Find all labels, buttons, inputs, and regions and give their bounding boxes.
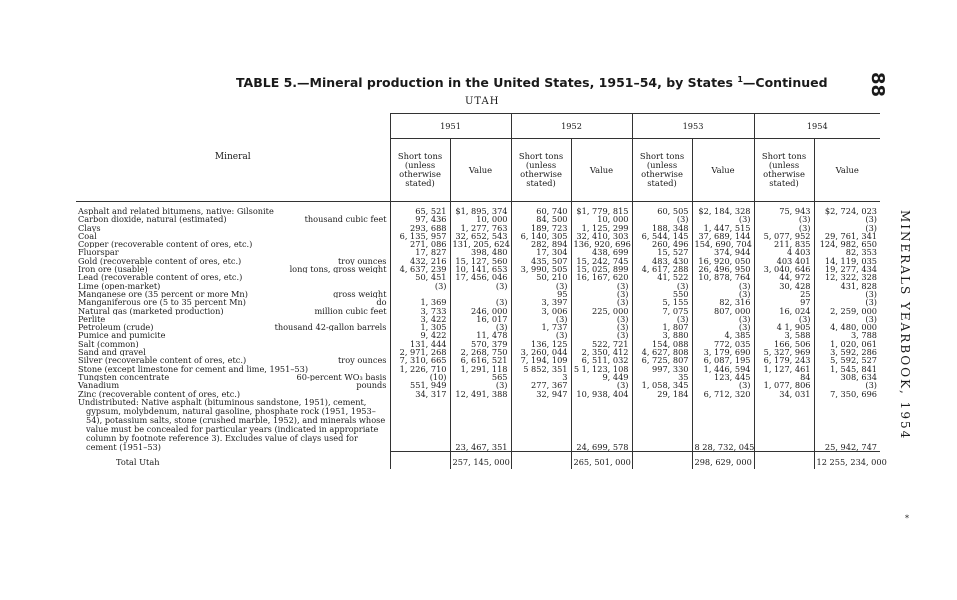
- value-cell: (3): [571, 315, 632, 323]
- quantity-cell: 50, 210: [511, 273, 571, 281]
- value-cell: (3): [450, 282, 511, 290]
- quantity-cell: 7, 194, 109: [511, 356, 571, 364]
- quantity-cell: 6, 135, 957: [390, 232, 450, 240]
- quantity-cell: 188, 348: [632, 224, 692, 232]
- value-cell: 26, 496, 950: [692, 265, 754, 273]
- quantity-cell: 3, 040, 646: [754, 265, 814, 273]
- value-cell: 82, 353: [814, 248, 880, 256]
- value-cell: (3): [571, 282, 632, 290]
- quantity-cell: 3: [511, 373, 571, 381]
- quantity-cell: 50, 451: [390, 273, 450, 281]
- qty-header: Short tons (unless otherwise stated): [511, 139, 571, 202]
- mineral-name-cell: [76, 307, 390, 315]
- quantity-cell: (3): [632, 315, 692, 323]
- quantity-cell: 131, 444: [390, 340, 450, 348]
- value-cell: 6, 616, 521: [450, 356, 511, 364]
- value-cell: 23, 467, 351: [450, 398, 511, 452]
- value-cell: 8 28, 732, 045: [692, 398, 754, 452]
- quantity-cell: 4, 627, 808: [632, 348, 692, 356]
- quantity-cell: 30, 428: [754, 282, 814, 290]
- quantity-cell: 189, 723: [511, 224, 571, 232]
- mineral-name: Clays: [78, 223, 101, 232]
- value-cell: 2, 268, 750: [450, 348, 511, 356]
- quantity-cell: 60, 740: [511, 202, 571, 216]
- value-cell: 6, 511, 032: [571, 356, 632, 364]
- quantity-cell: 2, 971, 268: [390, 348, 450, 356]
- value-cell: (3): [692, 290, 754, 298]
- mineral-name-cell: [76, 273, 390, 281]
- value-cell: 6, 712, 320: [692, 390, 754, 398]
- value-cell: (3): [571, 290, 632, 298]
- value-cell: 5, 592, 527: [814, 356, 880, 364]
- quantity-cell: 5, 327, 969: [754, 348, 814, 356]
- table-row: [76, 390, 880, 398]
- value-cell: $1, 779, 815: [571, 202, 632, 216]
- value-cell: 123, 445: [692, 373, 754, 381]
- value-cell: 522, 721: [571, 340, 632, 348]
- quantity-cell: 260, 496: [632, 240, 692, 248]
- mineral-name: Petroleum (crude): [78, 323, 154, 332]
- value-cell: 1, 020, 061: [814, 340, 880, 348]
- mineral-unit: million cubic feet: [314, 306, 387, 315]
- value-cell: (3): [692, 315, 754, 323]
- quantity-cell: 29, 184: [632, 390, 692, 398]
- mineral-name-cell: [76, 381, 390, 389]
- mineral-name-cell: [76, 323, 390, 331]
- value-cell: 16, 167, 620: [571, 273, 632, 281]
- value-cell: 807, 000: [692, 307, 754, 315]
- value-cell: (3): [814, 215, 880, 223]
- value-cell: 565: [450, 373, 511, 381]
- value-cell: 6, 087, 195: [692, 356, 754, 364]
- running-head: MINERALS YEARBOOK, 1954: [898, 210, 912, 441]
- value-cell: (3): [692, 381, 754, 389]
- quantity-cell: (3): [511, 331, 571, 339]
- quantity-cell: 34, 031: [754, 390, 814, 398]
- value-cell: 570, 379: [450, 340, 511, 348]
- quantity-cell: 154, 088: [632, 340, 692, 348]
- mineral-name: Stone (except limestone for cement and lime, 1951–53): [78, 364, 309, 373]
- quantity-cell: 3, 733: [390, 307, 450, 315]
- mineral-name-cell: [76, 373, 390, 381]
- value-cell: 29, 761, 341: [814, 232, 880, 240]
- quantity-cell: 3, 588: [754, 331, 814, 339]
- quantity-cell: 1, 807: [632, 323, 692, 331]
- value-cell: $1, 895, 374: [450, 202, 511, 216]
- value-cell: 10, 938, 404: [571, 390, 632, 398]
- value-cell: 10, 878, 764: [692, 273, 754, 281]
- mineral-name-cell: [76, 202, 390, 216]
- mineral-name: Vanadium: [78, 381, 120, 390]
- value-cell: (3): [450, 381, 511, 389]
- quantity-cell: 1, 305: [390, 323, 450, 331]
- quantity-cell: 3, 990, 505: [511, 265, 571, 273]
- quantity-cell: 403 401: [754, 257, 814, 265]
- value-cell: 2, 259, 000: [814, 307, 880, 315]
- quantity-cell: 32, 947: [511, 390, 571, 398]
- mineral-name-cell: [76, 265, 390, 273]
- mineral-name-cell: [76, 248, 390, 256]
- mineral-name-cell: [76, 340, 390, 348]
- value-cell: 131, 205, 624: [450, 240, 511, 248]
- table-row: [76, 373, 880, 381]
- value-cell: 4, 385: [692, 331, 754, 339]
- mineral-name: Carbon dioxide, natural (estimated): [78, 215, 227, 224]
- mineral-name: Asphalt and related bitumens, native: Gilsonite: [78, 206, 274, 216]
- total-value-cell: 12 255, 234, 000: [814, 452, 880, 469]
- value-cell: 16, 017: [450, 315, 511, 323]
- quantity-cell: 15, 527: [632, 248, 692, 256]
- value-cell: 15, 025, 899: [571, 265, 632, 273]
- value-cell: 17, 456, 046: [450, 273, 511, 281]
- mineral-name: Tungsten concentrate: [78, 372, 170, 382]
- quantity-cell: 166, 506: [754, 340, 814, 348]
- value-cell: 308, 634: [814, 373, 880, 381]
- quantity-cell: (3): [754, 315, 814, 323]
- mineral-unit: troy ounces: [338, 256, 387, 266]
- quantity-cell: 41, 522: [632, 273, 692, 281]
- mineral-name-cell: [76, 365, 390, 373]
- quantity-cell: 1, 226, 710: [390, 365, 450, 373]
- mineral-name: Sand and gravel: [78, 348, 146, 357]
- quantity-cell: 60, 505: [632, 202, 692, 216]
- value-cell: (3): [571, 381, 632, 389]
- table-body: [76, 202, 887, 469]
- value-cell: 1, 291, 118: [450, 365, 511, 373]
- quantity-cell: 6, 179, 243: [754, 356, 814, 364]
- quantity-cell: 6, 140, 305: [511, 232, 571, 240]
- quantity-cell: [390, 398, 450, 452]
- quantity-cell: (10): [390, 373, 450, 381]
- quantity-cell: 483, 430: [632, 257, 692, 265]
- value-cell: 3, 179, 690: [692, 348, 754, 356]
- value-cell: 16, 920, 050: [692, 257, 754, 265]
- quantity-cell: 97, 436: [390, 215, 450, 223]
- value-header: Value: [450, 139, 511, 202]
- quantity-cell: 293, 688: [390, 224, 450, 232]
- quantity-cell: [511, 398, 571, 452]
- quantity-cell: [754, 452, 814, 469]
- mineral-name-cell: [76, 224, 390, 232]
- quantity-cell: 1, 058, 345: [632, 381, 692, 389]
- value-cell: (3): [814, 315, 880, 323]
- value-cell: 9, 449: [571, 373, 632, 381]
- mineral-name-cell: [76, 356, 390, 364]
- quantity-cell: 551, 949: [390, 381, 450, 389]
- undistributed-row: [76, 398, 880, 452]
- value-cell: 7, 350, 696: [814, 390, 880, 398]
- mineral-name: Manganese ore (35 percent or more Mn): [78, 289, 248, 299]
- year-header-1951: 1951: [390, 114, 511, 139]
- quantity-cell: 7, 310, 665: [390, 356, 450, 364]
- value-cell: 225, 000: [571, 307, 632, 315]
- mineral-name-cell: [76, 348, 390, 356]
- quantity-cell: 1, 127, 461: [754, 365, 814, 373]
- quantity-cell: 84, 500: [511, 215, 571, 223]
- value-cell: 10, 000: [571, 215, 632, 223]
- mineral-unit: 60-percent WO₃ basis: [296, 372, 387, 382]
- value-cell: (3): [814, 381, 880, 389]
- quantity-cell: 4, 637, 239: [390, 265, 450, 273]
- quantity-cell: 3, 397: [511, 298, 571, 306]
- quantity-cell: 271, 086: [390, 240, 450, 248]
- quantity-cell: 7, 075: [632, 307, 692, 315]
- quantity-cell: 84: [754, 373, 814, 381]
- page-number: 88: [867, 72, 888, 98]
- quantity-cell: [511, 452, 571, 469]
- qty-header: Short tons (unless otherwise stated): [632, 139, 692, 202]
- value-cell: (3): [571, 323, 632, 331]
- mineral-unit: thousand 42-gallon barrels: [274, 323, 387, 332]
- value-cell: 246, 000: [450, 307, 511, 315]
- value-cell: 154, 690, 704: [692, 240, 754, 248]
- value-cell: (3): [450, 298, 511, 306]
- mineral-unit: do: [376, 298, 387, 307]
- value-cell: 1, 125, 299: [571, 224, 632, 232]
- year-header-1952: 1952: [511, 114, 632, 139]
- table-row: [76, 282, 880, 290]
- mineral-unit: troy ounces: [338, 356, 387, 365]
- quantity-cell: 3, 006: [511, 307, 571, 315]
- mineral-unit: thousand cubic feet: [304, 215, 387, 224]
- total-value-cell: 265, 501, 000: [571, 452, 632, 469]
- value-cell: 14, 119, 035: [814, 257, 880, 265]
- mineral-name: Coal: [78, 231, 97, 241]
- quantity-cell: 5 852, 351: [511, 365, 571, 373]
- quantity-cell: 4 403: [754, 248, 814, 256]
- quantity-cell: 4, 617, 288: [632, 265, 692, 273]
- quantity-cell: 1, 737: [511, 323, 571, 331]
- quantity-cell: 432, 216: [390, 257, 450, 265]
- quantity-cell: 435, 507: [511, 257, 571, 265]
- table-title-suffix: —Continued: [742, 75, 828, 91]
- mineral-name-cell: [76, 257, 390, 265]
- value-cell: 10, 141, 653: [450, 265, 511, 273]
- value-cell: 2, 350, 412: [571, 348, 632, 356]
- value-cell: 1, 277, 763: [450, 224, 511, 232]
- quantity-cell: [632, 398, 692, 452]
- value-header: Value: [692, 139, 754, 202]
- value-cell: 136, 920, 696: [571, 240, 632, 248]
- quantity-cell: 1, 369: [390, 298, 450, 306]
- value-cell: 4, 480, 000: [814, 323, 880, 331]
- quantity-cell: 136, 125: [511, 340, 571, 348]
- value-header: Value: [814, 139, 880, 202]
- value-cell: 5 1, 123, 108: [571, 365, 632, 373]
- value-cell: 3, 788: [814, 331, 880, 339]
- quantity-cell: 95: [511, 290, 571, 298]
- value-cell: (3): [814, 224, 880, 232]
- value-cell: (3): [450, 323, 511, 331]
- state-heading: UTAH: [465, 96, 500, 107]
- mineral-name-cell: [76, 390, 390, 398]
- year-header-1953: 1953: [632, 114, 754, 139]
- value-cell: 37, 689, 144: [692, 232, 754, 240]
- total-label: Total Utah: [116, 457, 160, 468]
- value-cell: 431, 828: [814, 282, 880, 290]
- mineral-name-cell: [76, 282, 390, 290]
- value-cell: 10, 000: [450, 215, 511, 223]
- value-cell: $2, 724, 023: [814, 202, 880, 216]
- mineral-name-cell: [76, 290, 390, 298]
- quantity-cell: 97: [754, 298, 814, 306]
- value-cell: 82, 316: [692, 298, 754, 306]
- value-cell: 32, 410, 303: [571, 232, 632, 240]
- quantity-cell: 5, 077, 952: [754, 232, 814, 240]
- total-value-cell: 257, 145, 000: [450, 452, 511, 469]
- mineral-name: Natural gas (marketed production): [78, 306, 224, 315]
- value-cell: 11, 478: [450, 331, 511, 339]
- value-cell: 25, 942, 747: [814, 398, 880, 452]
- table-row: [76, 273, 880, 281]
- quantity-cell: 9, 422: [390, 331, 450, 339]
- table-row: [76, 315, 880, 323]
- quantity-cell: 277, 367: [511, 381, 571, 389]
- quantity-cell: 550: [632, 290, 692, 298]
- quantity-cell: 1, 077, 806: [754, 381, 814, 389]
- mineral-name-cell: [76, 232, 390, 240]
- quantity-cell: 282, 894: [511, 240, 571, 248]
- mineral-name: Pumice and pumicite: [78, 331, 166, 340]
- year-header-1954: 1954: [754, 114, 880, 139]
- quantity-cell: (3): [632, 282, 692, 290]
- value-cell: 1, 447, 515: [692, 224, 754, 232]
- value-cell: 772, 035: [692, 340, 754, 348]
- value-cell: 374, 944: [692, 248, 754, 256]
- table-row: [76, 365, 880, 373]
- value-cell: 32, 652, 543: [450, 232, 511, 240]
- mineral-name-cell: [76, 215, 390, 223]
- value-cell: 15, 242, 745: [571, 257, 632, 265]
- quantity-cell: 6, 544, 145: [632, 232, 692, 240]
- quantity-cell: 35: [632, 373, 692, 381]
- value-cell: (3): [814, 290, 880, 298]
- quantity-cell: 6, 725, 807: [632, 356, 692, 364]
- quantity-cell: [632, 452, 692, 469]
- quantity-cell: 17, 304: [511, 248, 571, 256]
- mineral-name: Perlite: [78, 314, 106, 324]
- value-cell: 398, 480: [450, 248, 511, 256]
- quantity-cell: [754, 398, 814, 452]
- quantity-cell: [390, 452, 450, 469]
- quantity-cell: 211, 835: [754, 240, 814, 248]
- value-cell: 12, 491, 388: [450, 390, 511, 398]
- quantity-cell: 75, 943: [754, 202, 814, 216]
- value-cell: 12, 322, 328: [814, 273, 880, 281]
- value-cell: 24, 699, 578: [571, 398, 632, 452]
- quantity-cell: 44, 972: [754, 273, 814, 281]
- mineral-name-cell: [76, 315, 390, 323]
- quantity-cell: 25: [754, 290, 814, 298]
- value-cell: (3): [814, 298, 880, 306]
- mineral-name: Salt (common): [78, 339, 139, 349]
- qty-header: Short tons (unless otherwise stated): [390, 139, 450, 202]
- mineral-unit: gross weight: [333, 289, 387, 299]
- quantity-cell: (3): [390, 282, 450, 290]
- value-cell: 1, 545, 841: [814, 365, 880, 373]
- value-cell: 124, 982, 650: [814, 240, 880, 248]
- total-value-cell: 298, 629, 000: [692, 452, 754, 469]
- mineral-name: Manganiferous ore (5 to 35 percent Mn): [78, 298, 246, 307]
- quantity-cell: (3): [754, 215, 814, 223]
- mineral-name: Gold (recoverable content of ores, etc.): [78, 256, 242, 266]
- quantity-cell: (3): [632, 215, 692, 223]
- value-cell: $2, 184, 328: [692, 202, 754, 216]
- table-title: [236, 75, 828, 90]
- mineral-production-table: [76, 113, 887, 469]
- value-cell: (3): [692, 323, 754, 331]
- quantity-cell: (3): [511, 315, 571, 323]
- value-cell: (3): [692, 215, 754, 223]
- mineral-unit: pounds: [356, 381, 387, 390]
- mineral-name: Zinc (recoverable content of ores, etc.): [78, 389, 241, 398]
- mineral-name: Copper (recoverable content of ores, etc.): [78, 240, 253, 249]
- undistributed-text: Undistributed: Native asphalt (bituminous sandstone, 1951), cement, gypsum, molybdenum, natural gasoline, phosphate rock (1951, 1953–54), potassium salts, stone (crushed marble, 1952), and minerals whose value must be concealed for particular years (indicated in appropriate column by footnote reference 3). Excludes value of clays used for cement (1951–53): [78, 397, 386, 452]
- value-cell: 19, 277, 434: [814, 265, 880, 273]
- value-cell: (3): [571, 331, 632, 339]
- quantity-cell: 17, 827: [390, 248, 450, 256]
- mineral-name: Fluorspar: [78, 248, 119, 257]
- quantity-cell: (3): [511, 282, 571, 290]
- quantity-cell: 16, 024: [754, 307, 814, 315]
- table-title-text: TABLE 5.—Mineral production in the United States, 1951–54, by States: [236, 75, 733, 91]
- table-row: [76, 202, 880, 216]
- value-header: Value: [571, 139, 632, 202]
- value-cell: 1, 446, 594: [692, 365, 754, 373]
- value-cell: 3, 592, 286: [814, 348, 880, 356]
- quantity-cell: 997, 330: [632, 365, 692, 373]
- quantity-cell: 65, 521: [390, 202, 450, 216]
- quantity-cell: 5, 155: [632, 298, 692, 306]
- quantity-cell: 3, 260, 044: [511, 348, 571, 356]
- mineral-name-cell: [76, 298, 390, 306]
- mineral-name-cell: [76, 331, 390, 339]
- title-footnote: 1: [737, 75, 743, 84]
- qty-header: Short tons (unless otherwise stated): [754, 139, 814, 202]
- mineral-name: Iron ore (usable): [78, 265, 148, 274]
- table-row: [76, 290, 880, 298]
- quantity-cell: 3, 422: [390, 315, 450, 323]
- value-cell: 15, 127, 560: [450, 257, 511, 265]
- mineral-unit: long tons, gross weight: [289, 265, 387, 274]
- mineral-name-cell: [76, 240, 390, 248]
- value-cell: (3): [692, 282, 754, 290]
- margin-mark: *: [905, 514, 909, 523]
- total-row: [76, 452, 880, 469]
- value-cell: 438, 699: [571, 248, 632, 256]
- mineral-name: Silver (recoverable content of ores, etc.): [78, 356, 247, 365]
- mineral-name: Lime (open-market): [78, 281, 161, 290]
- value-cell: (3): [571, 298, 632, 306]
- quantity-cell: 4 1, 905: [754, 323, 814, 331]
- mineral-name: Lead (recoverable content of ores, etc.): [78, 273, 243, 282]
- quantity-cell: 34, 317: [390, 390, 450, 398]
- quantity-cell: 3, 880: [632, 331, 692, 339]
- mineral-header: Mineral: [76, 114, 390, 202]
- undistributed-cell: [76, 398, 390, 452]
- quantity-cell: (3): [754, 224, 814, 232]
